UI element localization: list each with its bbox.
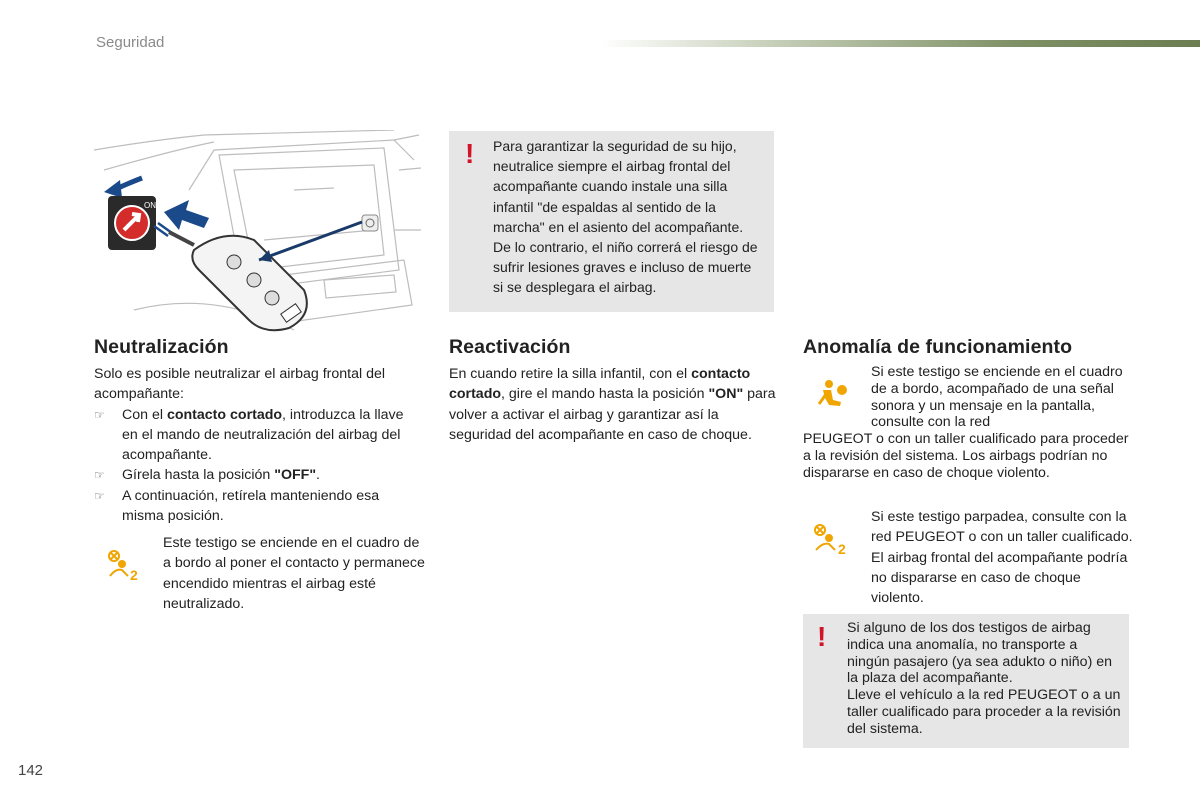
page-number: 142 [18, 762, 44, 779]
anomalia-item1-wrapped: Si este testigo se enciende en el cuadro de a bordo, acompañado de una señal sonora y un mensaje en la pantalla, consulte con la red [871, 364, 1123, 431]
warning-text: Para garantizar la seguridad de su hijo, neutralice siempre el airbag frontal del acompañante cuando instale una silla infantil "de espaldas al sentido de la marcha" en el asiento del acompañante. De lo contrario, el niño correrá el riesgo de sufrir lesiones graves e incluso de muerte si se desplegara el airbag. [493, 138, 758, 296]
pointing-hand-icon: ☞ [94, 468, 105, 483]
neutralizacion-steps [94, 405, 422, 527]
airbag-fault-blink-indicator-icon [812, 522, 850, 558]
anomalia-item1-continued: PEUGEOT o con un taller cualificado para proceder a la revisión del sistema. Los airbags podrían no dispararse en caso de choque violento. [803, 431, 1129, 481]
exclamation-mark-icon: ! [465, 138, 475, 169]
warning-fault-text: Si alguno de los dos testigos de airbag indica una anomalía, no transporte a ningún pasajero (ya sea adukto o niño) en la plaza del acompañante. Lleve el vehículo a la red PEUGEOT o a un taller cualificado para proceder a la revisión del sistema. [847, 620, 1121, 737]
warning-box-airbag-fault [803, 614, 1129, 748]
indicator-off-description: Este testigo se enciende en el cuadro de a bordo al poner el contacto y permanece encendido mientras el airbag esté neutralizado. [163, 535, 425, 612]
heading-reactivacion: Reactivación [449, 336, 571, 358]
list-item: ☞ A continuación, retírela manteniendo esa misma posición. [94, 487, 380, 525]
list-item: ☞ Gírela hasta la posición "OFF". [94, 465, 422, 485]
neutralizacion-body [94, 364, 422, 526]
svg-text:2: 2 [130, 567, 138, 583]
pointing-hand-icon: ☞ [94, 407, 105, 422]
warning-box-child-seat [449, 131, 774, 312]
exclamation-mark-icon: ! [817, 621, 827, 652]
airbag-switch-illustration [94, 130, 422, 340]
airbag-fault-indicator-icon [815, 378, 849, 412]
heading-neutralizacion: Neutralización [94, 336, 229, 358]
anomalia-item2: Si este testigo parpadea, consulte con la red PEUGEOT o con un taller cualificado. El airbag frontal del acompañante podría no dispararse en caso de choque violento. [871, 509, 1133, 607]
svg-text:ON: ON [144, 201, 156, 210]
neutralizacion-intro: Solo es posible neutralizar el airbag frontal del acompañante: [94, 366, 386, 403]
svg-text:2: 2 [838, 541, 846, 557]
pointing-hand-icon: ☞ [94, 488, 105, 503]
reactivacion-body: En cuando retire la silla infantil, con el contacto cortado, gire el mando hasta la posición "ON" para volver a activar el airbag y garantizar así la seguridad del acompañante en caso de choque. [449, 366, 776, 443]
airbag-off-indicator-icon [106, 548, 142, 584]
header-bar [600, 40, 1200, 47]
section-title: Seguridad [96, 34, 165, 51]
heading-anomalia: Anomalía de funcionamiento [803, 336, 1073, 358]
list-item: ☞ Con el contacto cortado, introduzca la llave en el mando de neutralización del airbag del acompañante. [94, 406, 404, 464]
